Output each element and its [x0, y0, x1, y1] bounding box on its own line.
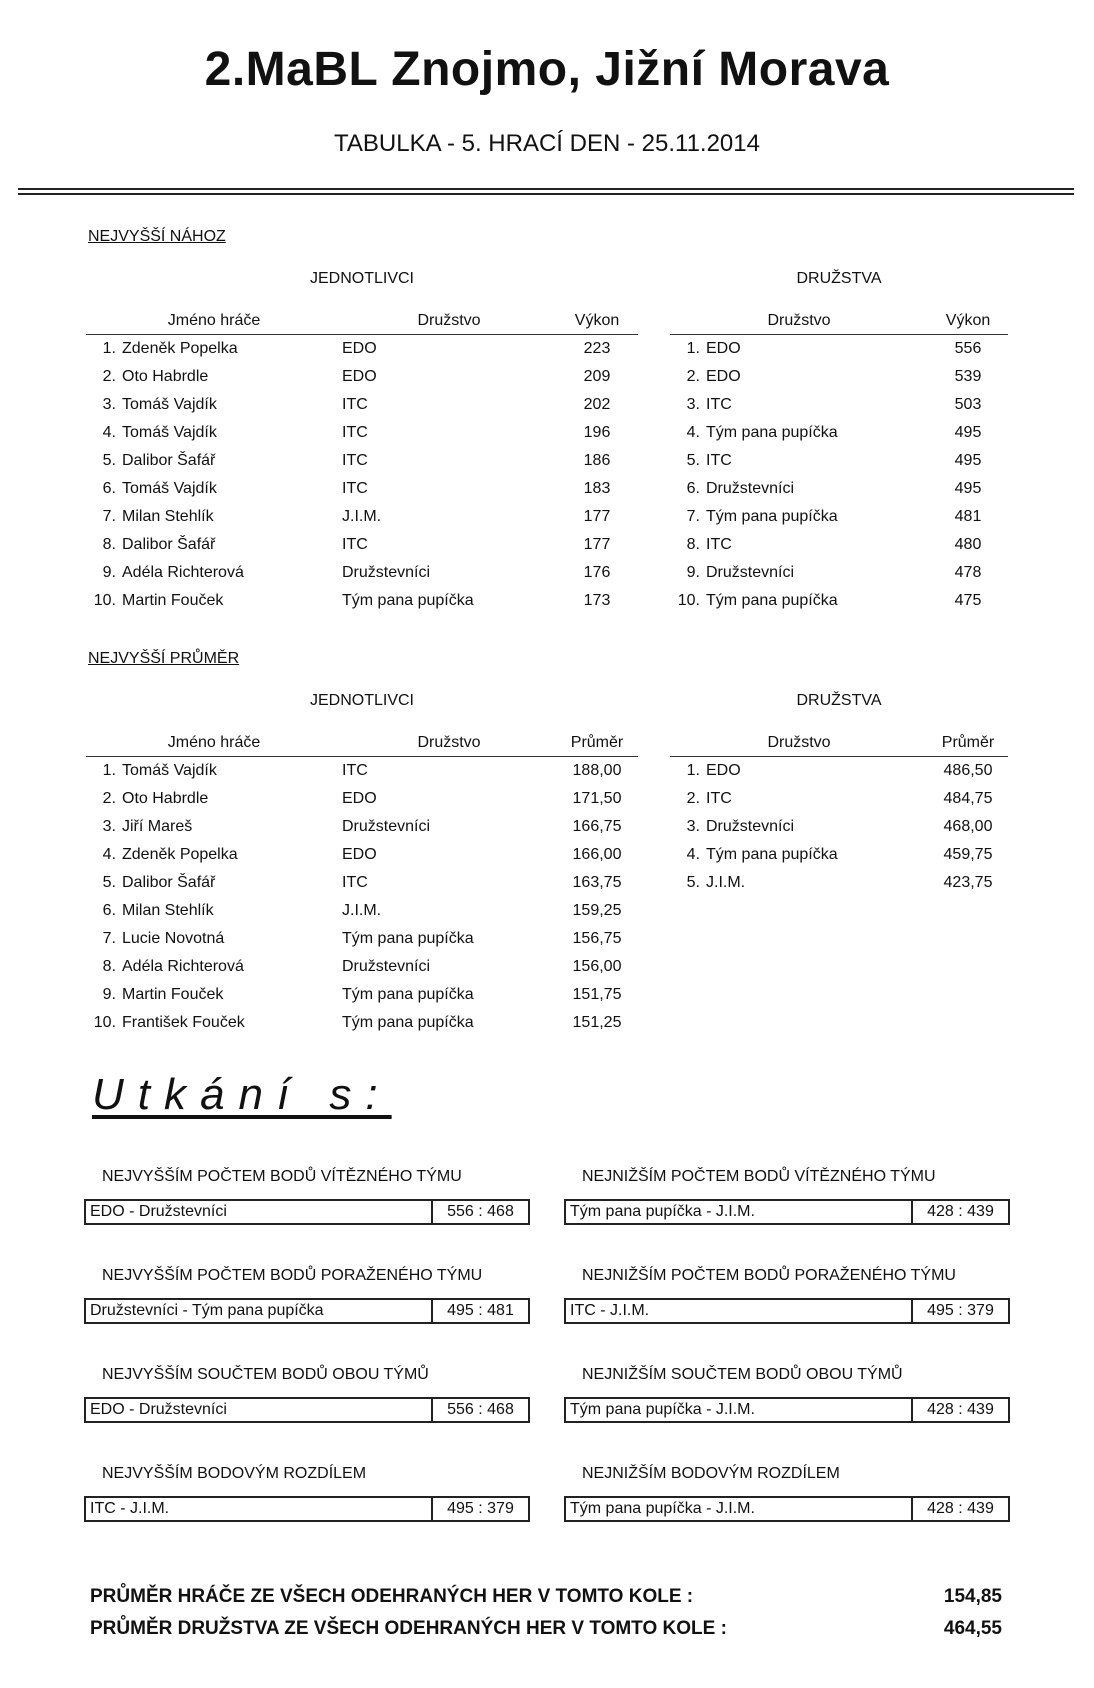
team-cell: ITC — [342, 874, 368, 891]
match-score: 428 : 439 — [927, 1401, 994, 1418]
match-category-label: NEJVYŠŠÍM POČTEM BODŮ VÍTĚZNÉHO TÝMU — [102, 1168, 462, 1185]
player-name-cell: Dalibor Šafář — [122, 452, 216, 469]
player-name-cell: Milan Stehlík — [122, 508, 214, 525]
table-row — [86, 757, 638, 786]
table-row — [670, 841, 1008, 869]
match-result-box — [84, 1199, 530, 1225]
value-cell: 183 — [583, 480, 611, 497]
match-teams: Tým pana pupíčka - J.I.M. — [566, 1498, 913, 1520]
value-cell: 223 — [583, 340, 611, 357]
player-name-cell: Tomáš Vajdík — [122, 396, 217, 413]
value-cell: 151,25 — [572, 1014, 622, 1031]
table-row — [86, 587, 638, 615]
team-cell: ITC — [706, 452, 732, 469]
team-cell: Tým pana pupíčka — [342, 930, 474, 947]
match-teams: ITC - J.I.M. — [566, 1300, 913, 1322]
group-title-individuals: JEDNOTLIVCI — [309, 692, 414, 709]
player-name-cell: Adéla Richterová — [122, 564, 244, 581]
match-result-box — [564, 1199, 1010, 1225]
page-title: 2.MaBL Znojmo, Jižní Morava — [204, 43, 890, 96]
rank-cell: 6. — [102, 480, 116, 497]
table-body — [670, 757, 1008, 898]
rank-cell: 5. — [102, 452, 116, 469]
rank-cell: 5. — [686, 874, 700, 891]
rank-cell: 9. — [102, 564, 116, 581]
match-score: 428 : 439 — [927, 1500, 994, 1517]
match-teams: EDO - Družstevníci — [86, 1201, 433, 1223]
player-name-cell: Milan Stehlík — [122, 902, 214, 919]
team-cell: ITC — [342, 396, 368, 413]
summary-team-label: PRŮMĚR DRUŽSTVA ZE VŠECH ODEHRANÝCH HER V TOMTO KOLE : — [90, 1618, 727, 1639]
value-cell: 156,75 — [572, 930, 622, 947]
team-cell: Tým pana pupíčka — [342, 1014, 474, 1031]
rank-cell: 9. — [686, 564, 700, 581]
value-cell: 171,50 — [572, 790, 622, 807]
table-row — [86, 335, 638, 364]
table-row — [670, 531, 1008, 559]
rank-cell: 9. — [102, 986, 116, 1003]
table-body — [86, 757, 638, 1038]
group-title-teams: DRUŽSTVA — [796, 692, 882, 709]
table-row — [86, 475, 638, 503]
prumer-individuals-table — [86, 722, 638, 1037]
value-cell: 503 — [954, 396, 982, 413]
team-cell: ITC — [342, 536, 368, 553]
table-row — [86, 897, 638, 925]
value-cell: 495 — [954, 452, 982, 469]
match-category-label: NEJNIŽŠÍM POČTEM BODŮ VÍTĚZNÉHO TÝMU — [582, 1168, 936, 1185]
table-row — [86, 391, 638, 419]
team-cell: EDO — [706, 368, 741, 385]
rank-cell: 7. — [102, 508, 116, 525]
rank-cell: 1. — [102, 340, 116, 357]
column-header: Průměr — [556, 722, 638, 757]
team-cell: ITC — [342, 762, 368, 779]
value-cell: 177 — [583, 508, 611, 525]
value-cell: 159,25 — [572, 902, 622, 919]
rank-cell: 2. — [102, 790, 116, 807]
player-name-cell: František Fouček — [122, 1014, 245, 1031]
rank-cell: 7. — [686, 508, 700, 525]
section-title-prumer: NEJVYŠŠÍ PRŮMĚR — [88, 650, 240, 667]
rank-cell: 5. — [686, 452, 700, 469]
match-teams: Tým pana pupíčka - J.I.M. — [566, 1399, 913, 1421]
team-cell: EDO — [706, 340, 741, 357]
table-row — [86, 841, 638, 869]
value-cell: 539 — [954, 368, 982, 385]
match-category-label: NEJVYŠŠÍM SOUČTEM BODŮ OBOU TÝMŮ — [102, 1366, 429, 1383]
value-cell: 196 — [583, 424, 611, 441]
rank-cell: 3. — [102, 396, 116, 413]
summary-player-value: 154,85 — [943, 1586, 1002, 1607]
table-header-row — [86, 722, 638, 757]
page-subtitle: TABULKA - 5. HRACÍ DEN - 25.11.2014 — [334, 130, 760, 157]
rank-cell: 6. — [686, 480, 700, 497]
table-row — [670, 757, 1008, 786]
column-header: Jméno hráče — [86, 722, 342, 757]
match-category-label: NEJNIŽŠÍM SOUČTEM BODŮ OBOU TÝMŮ — [582, 1366, 903, 1383]
team-cell: ITC — [342, 480, 368, 497]
team-cell: ITC — [706, 396, 732, 413]
team-cell: J.I.M. — [342, 508, 382, 525]
table-row — [670, 391, 1008, 419]
match-score: 495 : 379 — [927, 1302, 994, 1319]
match-category-label: NEJVYŠŠÍM POČTEM BODŮ PORAŽENÉHO TÝMU — [102, 1267, 483, 1284]
value-cell: 166,75 — [572, 818, 622, 835]
table-body — [86, 335, 638, 616]
team-cell: EDO — [342, 846, 377, 863]
value-cell: 459,75 — [943, 846, 993, 863]
team-cell: ITC — [706, 536, 732, 553]
rank-cell: 4. — [686, 424, 700, 441]
match-category-label: NEJVYŠŠÍM BODOVÝM ROZDÍLEM — [102, 1465, 367, 1482]
value-cell: 163,75 — [572, 874, 622, 891]
player-name-cell: Martin Fouček — [122, 986, 224, 1003]
column-header: Výkon — [556, 300, 638, 335]
header-divider — [18, 188, 1074, 195]
value-cell: 156,00 — [572, 958, 622, 975]
value-cell: 495 — [954, 424, 982, 441]
table-row — [670, 813, 1008, 841]
value-cell: 177 — [583, 536, 611, 553]
rank-cell: 5. — [102, 874, 116, 891]
value-cell: 202 — [583, 396, 611, 413]
team-cell: EDO — [706, 762, 741, 779]
team-cell: Družstevníci — [342, 818, 431, 835]
table-row — [86, 785, 638, 813]
team-cell: Tým pana pupíčka — [706, 592, 838, 609]
team-cell: Tým pana pupíčka — [342, 986, 474, 1003]
value-cell: 486,50 — [943, 762, 993, 779]
player-name-cell: Jiří Mareš — [122, 818, 193, 835]
table-row — [670, 559, 1008, 587]
match-category-label: NEJNIŽŠÍM BODOVÝM ROZDÍLEM — [582, 1465, 840, 1482]
match-teams: EDO - Družstevníci — [86, 1399, 433, 1421]
match-result-box — [84, 1298, 530, 1324]
team-cell: ITC — [342, 424, 368, 441]
player-name-cell: Lucie Novotná — [122, 930, 225, 947]
table-row — [670, 363, 1008, 391]
table-row — [86, 419, 638, 447]
value-cell: 173 — [583, 592, 611, 609]
table-row — [86, 531, 638, 559]
player-name-cell: Oto Habrdle — [122, 790, 209, 807]
section-title-nahoz: NEJVYŠŠÍ NÁHOZ — [88, 228, 226, 245]
match-score: 556 : 468 — [447, 1401, 514, 1418]
rank-cell: 4. — [102, 846, 116, 863]
rank-cell: 3. — [686, 818, 700, 835]
value-cell: 484,75 — [943, 790, 993, 807]
match-score: 495 : 481 — [447, 1302, 514, 1319]
rank-cell: 2. — [686, 368, 700, 385]
column-header: Výkon — [928, 300, 1008, 335]
value-cell: 423,75 — [943, 874, 993, 891]
player-name-cell: Dalibor Šafář — [122, 874, 216, 891]
column-header: Družstvo — [670, 300, 928, 335]
column-header: Družstvo — [342, 722, 556, 757]
value-cell: 209 — [583, 368, 611, 385]
rank-cell: 10. — [677, 592, 700, 609]
table-header-row — [670, 722, 1008, 757]
group-title-individuals: JEDNOTLIVCI — [309, 270, 414, 287]
column-header: Družstvo — [342, 300, 556, 335]
match-result-box — [564, 1298, 1010, 1324]
rank-cell: 2. — [686, 790, 700, 807]
rank-cell: 1. — [102, 762, 116, 779]
nahoz-individuals-table — [86, 300, 638, 615]
table-row — [86, 813, 638, 841]
team-cell: Družstevníci — [706, 564, 795, 581]
table-row — [670, 869, 1008, 897]
match-result-box — [84, 1397, 530, 1423]
match-result-box — [564, 1496, 1010, 1522]
team-cell: Družstevníci — [706, 480, 795, 497]
rank-cell: 8. — [102, 536, 116, 553]
table-header-row — [86, 300, 638, 335]
value-cell: 478 — [954, 564, 982, 581]
value-cell: 186 — [583, 452, 611, 469]
rank-cell: 10. — [93, 592, 116, 609]
table-row — [86, 869, 638, 897]
table-row — [670, 447, 1008, 475]
rank-cell: 4. — [102, 424, 116, 441]
table-row — [86, 447, 638, 475]
match-category-label: NEJNIŽŠÍM POČTEM BODŮ PORAŽENÉHO TÝMU — [582, 1267, 956, 1284]
team-cell: Tým pana pupíčka — [706, 508, 838, 525]
table-header-row — [670, 300, 1008, 335]
table-row — [670, 587, 1008, 615]
rank-cell: 8. — [686, 536, 700, 553]
rank-cell: 6. — [102, 902, 116, 919]
table-row — [86, 925, 638, 953]
table-row — [670, 503, 1008, 531]
value-cell: 480 — [954, 536, 982, 553]
table-row — [86, 363, 638, 391]
value-cell: 166,00 — [572, 846, 622, 863]
column-header: Jméno hráče — [86, 300, 342, 335]
value-cell: 468,00 — [943, 818, 993, 835]
match-teams: ITC - J.I.M. — [86, 1498, 433, 1520]
table-row — [86, 1009, 638, 1037]
summary-player-label: PRŮMĚR HRÁČE ZE VŠECH ODEHRANÝCH HER V TOMTO KOLE : — [90, 1586, 694, 1607]
team-cell: Družstevníci — [706, 818, 795, 835]
table-row — [670, 335, 1008, 364]
table-row — [86, 981, 638, 1009]
value-cell: 188,00 — [572, 762, 622, 779]
rank-cell: 1. — [686, 340, 700, 357]
team-cell: ITC — [342, 452, 368, 469]
prumer-teams-table — [670, 722, 1008, 897]
player-name-cell: Dalibor Šafář — [122, 536, 216, 553]
player-name-cell: Oto Habrdle — [122, 368, 209, 385]
table-body — [670, 335, 1008, 616]
team-cell: Tým pana pupíčka — [706, 424, 838, 441]
match-result-box — [84, 1496, 530, 1522]
table-row — [86, 503, 638, 531]
value-cell: 475 — [954, 592, 982, 609]
value-cell: 481 — [954, 508, 982, 525]
match-score: 428 : 439 — [927, 1203, 994, 1220]
player-name-cell: Tomáš Vajdík — [122, 762, 217, 779]
team-cell: Tým pana pupíčka — [342, 592, 474, 609]
column-header: Družstvo — [670, 722, 928, 757]
rank-cell: 7. — [102, 930, 116, 947]
match-teams: Družstevníci - Tým pana pupíčka — [86, 1300, 433, 1322]
table-row — [86, 953, 638, 981]
player-name-cell: Tomáš Vajdík — [122, 480, 217, 497]
table-row — [670, 475, 1008, 503]
value-cell: 176 — [583, 564, 611, 581]
team-cell: J.I.M. — [342, 902, 382, 919]
team-cell: Družstevníci — [342, 564, 431, 581]
column-header: Průměr — [928, 722, 1008, 757]
team-cell: EDO — [342, 790, 377, 807]
table-row — [670, 419, 1008, 447]
player-name-cell: Tomáš Vajdík — [122, 424, 217, 441]
team-cell: J.I.M. — [706, 874, 746, 891]
value-cell: 151,75 — [572, 986, 622, 1003]
match-teams: Tým pana pupíčka - J.I.M. — [566, 1201, 913, 1223]
player-name-cell: Zdeněk Popelka — [122, 340, 238, 357]
rank-cell: 4. — [686, 846, 700, 863]
team-cell: EDO — [342, 368, 377, 385]
team-cell: ITC — [706, 790, 732, 807]
match-result-box — [564, 1397, 1010, 1423]
match-score: 556 : 468 — [447, 1203, 514, 1220]
table-row — [86, 559, 638, 587]
nahoz-teams-table — [670, 300, 1008, 615]
table-row — [670, 785, 1008, 813]
value-cell: 556 — [954, 340, 982, 357]
team-cell: EDO — [342, 340, 377, 357]
player-name-cell: Martin Fouček — [122, 592, 224, 609]
team-cell: Družstevníci — [342, 958, 431, 975]
group-title-teams: DRUŽSTVA — [796, 270, 882, 287]
match-score: 495 : 379 — [447, 1500, 514, 1517]
rank-cell: 3. — [686, 396, 700, 413]
value-cell: 495 — [954, 480, 982, 497]
rank-cell: 10. — [93, 1014, 116, 1031]
summary-team-value: 464,55 — [943, 1618, 1002, 1639]
rank-cell: 3. — [102, 818, 116, 835]
team-cell: Tým pana pupíčka — [706, 846, 838, 863]
rank-cell: 1. — [686, 762, 700, 779]
player-name-cell: Zdeněk Popelka — [122, 846, 238, 863]
utkani-title: Utkání s: — [92, 1070, 392, 1119]
rank-cell: 8. — [102, 958, 116, 975]
rank-cell: 2. — [102, 368, 116, 385]
player-name-cell: Adéla Richterová — [122, 958, 244, 975]
